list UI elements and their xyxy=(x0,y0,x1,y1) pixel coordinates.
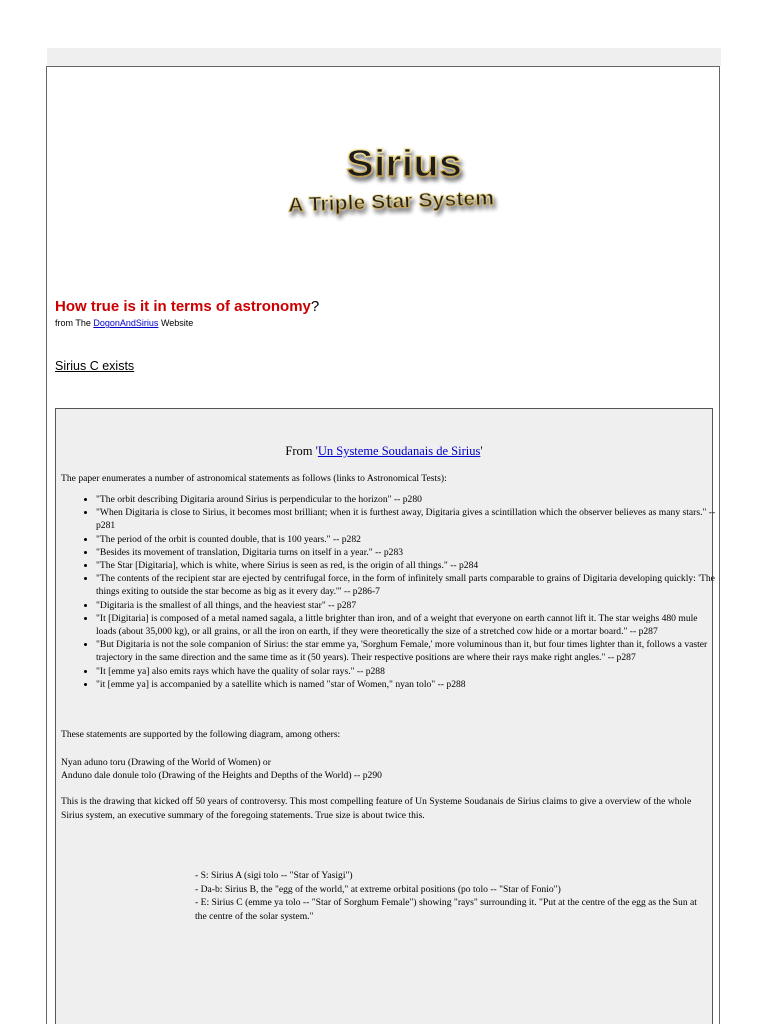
list-item: • "it [emme ya] is accompanied by a satellite which is named "star of Women," nyan tolo" -- p288 xyxy=(96,678,718,691)
list-item: • "The Star [Digitaria], which is white, where Sirius is seen as red, is the origin of all things." -- p284 xyxy=(96,559,718,572)
box-title-link[interactable]: Un Systeme Soudanais de Sirius xyxy=(317,444,481,458)
sirius-logo xyxy=(282,128,502,224)
diagram-names xyxy=(61,756,382,782)
top-bar xyxy=(47,48,721,66)
legend-item: - S: Sirius A (sigi tolo -- "Star of Yasigi") xyxy=(195,870,353,881)
list-item: • "The contents of the recipient star are ejected by centrifugal force, in the form of infinitely small parts comparable to grains of Digitaria developing quickly: 'The things exiting to outside the star become as big as it every day.'" -- p286-7 xyxy=(96,572,718,598)
headline-mark: ? xyxy=(310,298,320,315)
intro-paragraph: The paper enumerates a number of astronomical statements as follows (links to Astronomical Tests): xyxy=(61,473,447,484)
source-line xyxy=(55,318,193,328)
list-item: • "Besides its movement of translation, Digitaria turns on itself in a year." -- p283 xyxy=(96,546,718,559)
source-prefix: from The xyxy=(55,318,91,328)
diagram-name-1: Nyan aduno toru (Drawing of the World of Women) or xyxy=(61,757,271,768)
list-item: • "The orbit describing Digitaria around Sirius is perpendicular to the horizon" -- p280 xyxy=(96,493,718,506)
headline-text: How true is it in terms of astronomy xyxy=(55,298,311,315)
list-item: • "But Digitaria is not the sole companion of Sirius: the star emme ya, 'Sorghum Female,' more voluminous than it, but four times lighter than it, follows a vaster trajectory in the same direction and the same time as it (50 years). Their respective positions are where their rays make right angles." -- p287 xyxy=(96,638,718,664)
logo-title: Sirius xyxy=(346,143,462,185)
box-title xyxy=(56,444,712,459)
logo-subtitle: A Triple Star System xyxy=(287,187,483,217)
drawing-paragraph: This is the drawing that kicked off 50 years of controversy. This most compelling feature of Un Systeme Soudanais de Sirius claims to give a overview of the whole Sirius system, an executive summary of the foregoing statements. True size is about twice this. xyxy=(61,796,692,821)
source-suffix: Website xyxy=(160,318,194,328)
content-box xyxy=(55,408,716,1024)
list-item: • "It [Digitaria] is composed of a metal named sagala, a little brighter than iron, and of a weight that everyone on earth cannot lift it. The star weighs 480 mule loads (about 35,000 kg), or all grains, or all the iron on earth, if they were theoretically the size of a stretched cow hide or a mortar board." -- p287 xyxy=(96,612,718,638)
page-headline xyxy=(55,298,319,315)
box-title-prefix: From ' xyxy=(285,444,318,458)
statement-list xyxy=(78,493,718,691)
box-title-suffix: ' xyxy=(480,444,483,458)
list-item: • "The period of the orbit is counted double, that is 100 years." -- p282 xyxy=(96,533,718,546)
diagram-legend xyxy=(195,869,705,923)
legend-item: - Da-b: Sirius B, the "egg of the world," at extreme orbital positions (po tolo -- "Star of Fonio") xyxy=(195,883,561,895)
list-item: • "Digitaria is the smallest of all things, and the heaviest star" -- p287 xyxy=(96,599,718,612)
list-item: • "It [emme ya] also emits rays which have the quality of solar rays." -- p288 xyxy=(96,665,718,678)
diagram-name-2: Anduno dale donule tolo (Drawing of the Heights and Depths of the World) -- p290 xyxy=(61,770,382,782)
list-item: • "When Digitaria is close to Sirius, it becomes most brilliant; when it is furthest away, Digitaria gives a scintillation which the observer believes as many stars." -- p281 xyxy=(96,506,718,532)
source-link[interactable]: DogonAndSirius xyxy=(93,318,159,328)
legend-item: - E: Sirius C (emme ya tolo -- "Star of Sorghum Female") showing "rays" surrounding it. "Put at the centre of the egg as the Sun at the centre of the solar system." xyxy=(195,897,697,922)
supported-paragraph: These statements are supported by the following diagram, among others: xyxy=(61,729,341,740)
subhead-link[interactable]: Sirius C exists xyxy=(55,359,135,373)
